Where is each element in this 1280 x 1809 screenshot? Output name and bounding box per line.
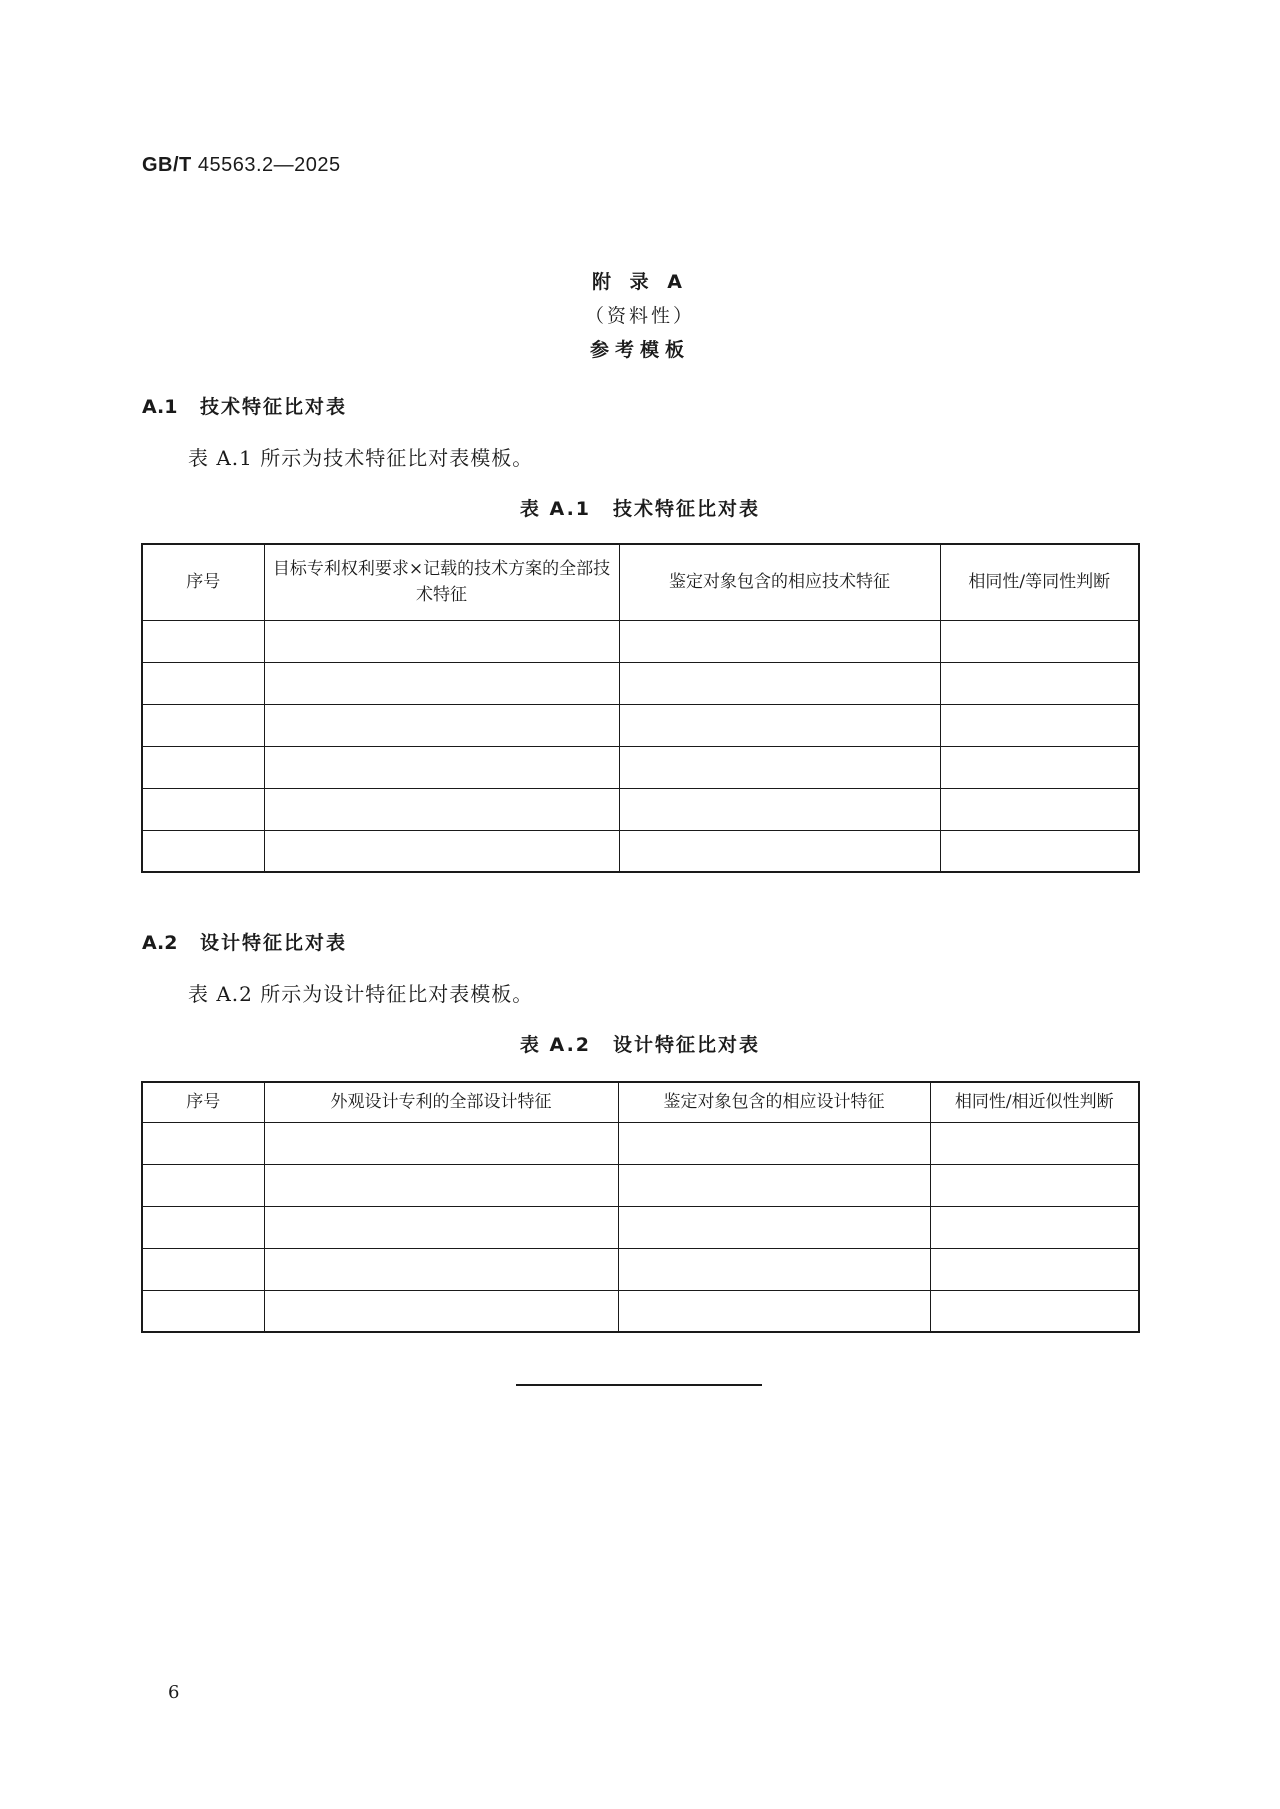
table-cell (930, 1206, 1139, 1248)
table-row (142, 662, 1139, 704)
table-cell (618, 1122, 930, 1164)
column-header-serial: 序号 (142, 544, 264, 620)
column-header-judgement: 相同性/等同性判断 (940, 544, 1139, 620)
annex-title: 附 录 A (592, 271, 688, 293)
paragraph-a2: 表 A.2 所示为设计特征比对表模板。 (188, 982, 534, 1006)
table-row (142, 704, 1139, 746)
clause-title: 技术特征比对表 (200, 396, 348, 418)
table-cell (264, 1248, 618, 1290)
annex-nature: （资料性） (584, 305, 695, 327)
table-cell (940, 704, 1139, 746)
table-cell (940, 746, 1139, 788)
caption-number: 表 A.1 (519, 498, 592, 520)
table-cell (264, 1122, 618, 1164)
table-cell (618, 1206, 930, 1248)
standard-number: 45563.2—2025 (197, 154, 341, 176)
table-cell (618, 1248, 930, 1290)
table-cell (619, 704, 940, 746)
table-row (142, 1290, 1139, 1332)
table-cell (264, 1206, 618, 1248)
table-cell (142, 746, 264, 788)
clause-heading-a2 (142, 928, 347, 955)
table-cell (619, 788, 940, 830)
table-cell (142, 1122, 264, 1164)
table-cell (930, 1164, 1139, 1206)
table-cell (618, 1164, 930, 1206)
table-row (142, 1206, 1139, 1248)
technical-feature-comparison-table (141, 543, 1140, 873)
table-cell (264, 620, 619, 662)
table-row (142, 1248, 1139, 1290)
column-header-object-features: 鉴定对象包含的相应技术特征 (619, 544, 940, 620)
column-header-patent-features: 目标专利权利要求×记载的技术方案的全部技术特征 (264, 544, 619, 620)
table-cell (264, 746, 619, 788)
table-cell (940, 620, 1139, 662)
table-cell (142, 830, 264, 872)
annex-name: 参考模板 (589, 339, 690, 361)
table-row (142, 620, 1139, 662)
table-row (142, 830, 1139, 872)
table-caption-a2 (0, 1030, 1280, 1057)
table-cell (142, 662, 264, 704)
clause-number: A.1 (142, 396, 178, 418)
table-cell (142, 1206, 264, 1248)
table-row (142, 746, 1139, 788)
column-header-serial: 序号 (142, 1082, 264, 1122)
table-cell (619, 746, 940, 788)
table-cell (264, 1290, 618, 1332)
end-of-document-rule (516, 1384, 762, 1386)
table-cell (142, 704, 264, 746)
table-row (142, 1122, 1139, 1164)
table-cell (930, 1248, 1139, 1290)
table-cell (142, 788, 264, 830)
table-cell (930, 1290, 1139, 1332)
table-cell (264, 830, 619, 872)
clause-number: A.2 (142, 932, 178, 954)
standard-code (142, 154, 341, 177)
table-caption-a1 (0, 494, 1280, 521)
table-cell (618, 1290, 930, 1332)
standard-prefix: GB/T (142, 154, 192, 176)
annex-heading (0, 265, 1280, 367)
table-cell (619, 830, 940, 872)
column-header-object-features: 鉴定对象包含的相应设计特征 (618, 1082, 930, 1122)
caption-title: 技术特征比对表 (613, 498, 761, 520)
paragraph-a1: 表 A.1 所示为技术特征比对表模板。 (188, 446, 534, 470)
column-header-design-features: 外观设计专利的全部设计特征 (264, 1082, 618, 1122)
table-cell (142, 1248, 264, 1290)
table-cell (619, 662, 940, 704)
clause-title: 设计特征比对表 (200, 932, 348, 954)
table-cell (142, 1164, 264, 1206)
table-cell (940, 830, 1139, 872)
table-cell (940, 788, 1139, 830)
caption-number: 表 A.2 (519, 1034, 592, 1056)
table-cell (142, 1290, 264, 1332)
table-cell (142, 620, 264, 662)
column-header-judgement: 相同性/相近似性判断 (930, 1082, 1139, 1122)
table-cell (930, 1122, 1139, 1164)
table-cell (940, 662, 1139, 704)
table-header-row (142, 544, 1139, 620)
table-cell (264, 662, 619, 704)
page-number: 6 (168, 1682, 180, 1703)
caption-title: 设计特征比对表 (613, 1034, 761, 1056)
table-row (142, 788, 1139, 830)
clause-heading-a1 (142, 392, 347, 419)
table-cell (264, 788, 619, 830)
table-row (142, 1164, 1139, 1206)
table-header-row (142, 1082, 1139, 1122)
table-cell (264, 704, 619, 746)
table-cell (619, 620, 940, 662)
table-cell (264, 1164, 618, 1206)
design-feature-comparison-table (141, 1081, 1140, 1333)
